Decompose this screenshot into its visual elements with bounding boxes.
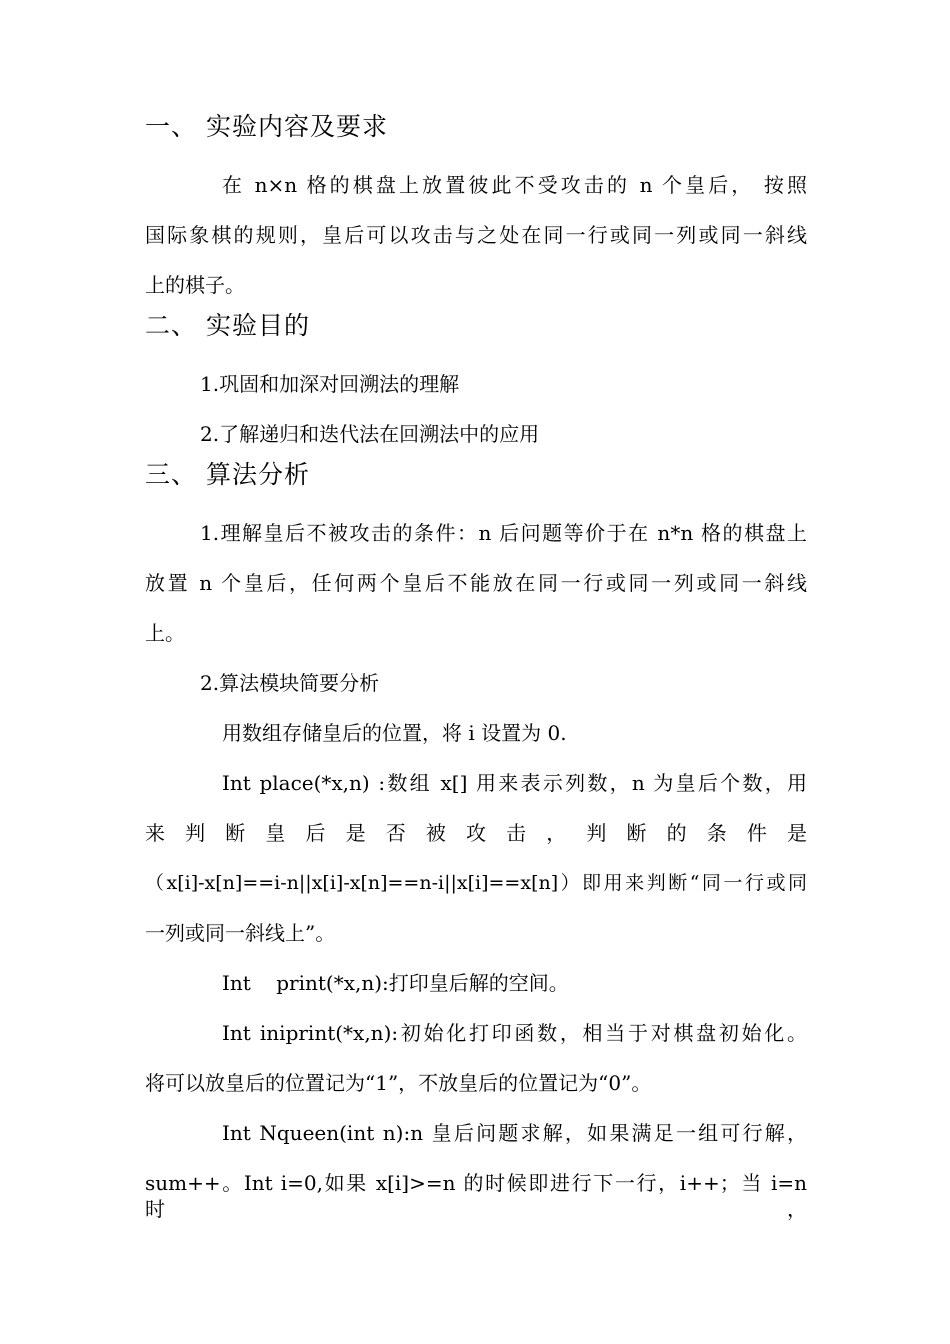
body-line: （x[i]-x[n]==i-n||x[i]-x[n]==n-i||x[i]==x[n]）即用来判断“同一行或同 (145, 872, 807, 894)
body-line: 来 判 断 皇 后 是 否 被 攻 击 ， 判 断 的 条 件 是 (145, 821, 807, 845)
list-item: 2.了解递归和迭代法在回溯法中的应用 (200, 422, 540, 446)
list-item: 2.算法模块简要分析 (200, 671, 380, 695)
section-heading-requirements: 一、 实验内容及要求 (145, 112, 388, 141)
body-line: Int iniprint(*x,n):初始化打印函数，相当于对棋盘初始化。 (222, 1021, 807, 1045)
body-line: Int Nqueen(int n):n 皇后问题求解，如果满足一组可行解， (222, 1121, 807, 1145)
body-line: Int place(*x,n) :数组 x[] 用来表示列数，n 为皇后个数，用 (222, 771, 807, 795)
body-line: Int print(*x,n):打印皇后解的空间。 (222, 971, 569, 995)
body-line: 一列或同一斜线上”。 (145, 921, 336, 945)
list-item: 1.巩固和加深对回溯法的理解 (200, 372, 460, 396)
body-line: 1.理解皇后不被攻击的条件：n 后问题等价于在 n*n 格的棋盘上 (200, 521, 807, 545)
body-line: 上的棋子。 (145, 273, 245, 297)
body-line: 国际象棋的规则，皇后可以攻击与之处在同一行或同一列或同一斜线 (145, 223, 807, 247)
body-line: 将可以放皇后的位置记为“1”，不放皇后的位置记为“0”。 (145, 1071, 652, 1095)
section-heading-analysis: 三、 算法分析 (145, 460, 310, 489)
body-line: sum++。Int i=0,如果 x[i]>=n 的时候即进行下一行，i++；当 i=n 时， (145, 1171, 807, 1221)
body-line: 上。 (145, 621, 185, 645)
body-line: 放置 n 个皇后，任何两个皇后不能放在同一行或同一列或同一斜线 (145, 571, 807, 595)
body-line: 用数组存储皇后的位置，将 i 设置为 0. (222, 721, 567, 745)
section-heading-purpose: 二、 实验目的 (145, 311, 310, 340)
body-line: 在 n×n 格的棋盘上放置彼此不受攻击的 n 个皇后， 按照 (222, 173, 807, 197)
